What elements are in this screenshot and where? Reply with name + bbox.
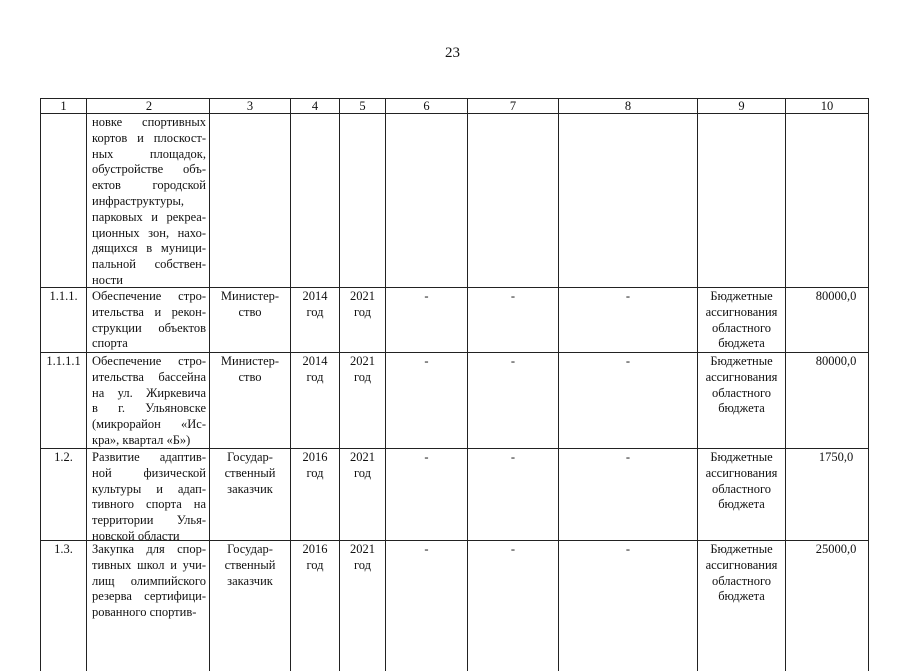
cell-text-line: ительства бассейна bbox=[92, 369, 206, 384]
cell-text-line: 2014 bbox=[302, 289, 328, 303]
cell-text-line: 10 bbox=[820, 99, 834, 113]
cell-text-line: в г. Ульяновске bbox=[92, 401, 206, 416]
cell-text-line: лищ олимпийского bbox=[92, 573, 206, 588]
cell-text-line: 3 bbox=[246, 99, 254, 113]
cell-text-line: - bbox=[625, 542, 631, 556]
cell-text-line: струкции объектов bbox=[92, 320, 206, 335]
cell-col-amount bbox=[785, 114, 869, 288]
cell-col-amount bbox=[785, 449, 869, 541]
cell-text-line: парковых и рекреа- bbox=[92, 209, 206, 224]
cell-col-activity bbox=[86, 114, 209, 288]
cell-text-line: спорта bbox=[92, 336, 128, 351]
cell-text-line: областного bbox=[711, 573, 772, 588]
cell-text-line: ство bbox=[238, 369, 262, 384]
cell-text-line: - bbox=[510, 450, 516, 464]
cell-text-line: областного bbox=[711, 320, 772, 335]
cell-text-line: год bbox=[353, 369, 372, 384]
cell-text-line: год bbox=[306, 304, 324, 319]
cell-col-8 bbox=[558, 288, 697, 353]
cell-text-line: - bbox=[424, 450, 429, 464]
cell-col-number bbox=[40, 114, 86, 288]
cell-col-start-year bbox=[290, 449, 339, 541]
cell-text-line: территории Улья- bbox=[92, 513, 206, 528]
cell-col-8 bbox=[558, 541, 697, 671]
cell-text-line: год bbox=[353, 557, 372, 572]
header-col-number bbox=[40, 99, 86, 114]
cell-text-line: пальной собствен- bbox=[92, 257, 206, 272]
cell-text-line: 1.2. bbox=[54, 450, 73, 464]
cell-text-line: - bbox=[424, 354, 429, 368]
cell-text-line: (микрорайон «Ис- bbox=[92, 417, 206, 432]
cell-text-line: ционных зон, нахо- bbox=[92, 225, 206, 240]
cell-col-start-year bbox=[290, 288, 339, 353]
cell-text-line: 2021 bbox=[350, 354, 375, 368]
cell-col-start-year bbox=[290, 114, 339, 288]
cell-col-6 bbox=[385, 114, 467, 288]
cell-text-line: ассигнования bbox=[705, 557, 778, 572]
cell-text-line: 1750,0 bbox=[818, 450, 854, 464]
cell-text-line: Обеспечение стро- bbox=[92, 289, 206, 303]
cell-col-end-year bbox=[339, 288, 385, 353]
cell-text-line: 8 bbox=[624, 99, 632, 113]
cell-text-line: 2016 bbox=[302, 450, 328, 464]
cell-text-line: на ул. Жиркевича bbox=[92, 385, 206, 400]
cell-text-line: заказчик bbox=[227, 573, 273, 588]
cell-text-line: - bbox=[625, 450, 631, 464]
cell-col-activity bbox=[86, 353, 209, 449]
cell-text-line: 1.1.1. bbox=[49, 289, 78, 303]
cell-text-line: ассигнования bbox=[705, 304, 778, 319]
table-row bbox=[40, 540, 869, 671]
header-col-start-year bbox=[290, 99, 339, 114]
cell-text-line: 25000,0 bbox=[815, 542, 857, 556]
page-number: 23 bbox=[445, 45, 460, 61]
cell-col-funding-source bbox=[697, 449, 785, 541]
cell-text-line: Государ- bbox=[227, 450, 273, 464]
cell-text-line: тивных школ и учи- bbox=[92, 557, 206, 572]
cell-text-line: бюджета bbox=[718, 589, 765, 604]
table-row bbox=[40, 448, 869, 541]
cell-text-line: год bbox=[353, 304, 372, 319]
cell-text-line: инфраструктуры, bbox=[92, 193, 185, 208]
cell-text-line: Бюджетные bbox=[710, 289, 773, 303]
cell-text-line: Развитие адаптив- bbox=[92, 450, 206, 464]
cell-text-line: ных площадок, bbox=[92, 146, 206, 161]
cell-text-line: Министер- bbox=[220, 289, 280, 303]
cell-text-line: новке спортивных bbox=[92, 115, 206, 129]
cell-text-line: Бюджетные bbox=[710, 542, 773, 556]
header-col-8 bbox=[558, 99, 697, 114]
cell-text-line: ство bbox=[238, 304, 262, 319]
cell-col-amount bbox=[785, 353, 869, 449]
cell-col-number bbox=[40, 449, 86, 541]
cell-col-executor bbox=[209, 114, 290, 288]
cell-text-line: - bbox=[625, 354, 631, 368]
cell-text-line: 80000,0 bbox=[815, 354, 857, 368]
cell-col-end-year bbox=[339, 541, 385, 671]
table-row bbox=[40, 287, 869, 353]
cell-text-line: 1.1.1.1 bbox=[46, 354, 81, 368]
cell-text-line: ительства и рекон- bbox=[92, 304, 206, 319]
cell-col-funding-source bbox=[697, 114, 785, 288]
cell-text-line: бюджета bbox=[718, 401, 765, 416]
table-header-row bbox=[40, 98, 869, 114]
cell-text-line: Бюджетные bbox=[710, 450, 773, 464]
cell-text-line: 80000,0 bbox=[815, 289, 857, 303]
cell-col-8 bbox=[558, 449, 697, 541]
cell-col-6 bbox=[385, 353, 467, 449]
cell-col-funding-source bbox=[697, 541, 785, 671]
cell-col-7 bbox=[467, 449, 558, 541]
cell-text-line: 2014 bbox=[302, 354, 328, 368]
cell-text-line: обустройстве объ- bbox=[92, 162, 206, 177]
header-col-activity bbox=[86, 99, 209, 114]
header-col-executor bbox=[209, 99, 290, 114]
cell-text-line: областного bbox=[711, 385, 772, 400]
cell-col-7 bbox=[467, 288, 558, 353]
cell-col-funding-source bbox=[697, 353, 785, 449]
cell-text-line: 7 bbox=[509, 99, 517, 113]
cell-text-line: тивного спорта на bbox=[92, 497, 206, 512]
cell-col-activity bbox=[86, 449, 209, 541]
cell-col-executor bbox=[209, 353, 290, 449]
cell-text-line: ассигнования bbox=[705, 369, 778, 384]
cell-text-line: 2 bbox=[145, 99, 153, 113]
cell-text-line: ассигнования bbox=[705, 465, 778, 480]
cell-text-line: 2021 bbox=[350, 289, 375, 303]
cell-text-line: заказчик bbox=[227, 481, 273, 496]
cell-col-6 bbox=[385, 288, 467, 353]
cell-text-line: ектов городской bbox=[92, 178, 206, 193]
cell-col-6 bbox=[385, 449, 467, 541]
cell-col-8 bbox=[558, 353, 697, 449]
cell-col-number bbox=[40, 353, 86, 449]
cell-col-activity bbox=[86, 541, 209, 671]
cell-text-line: новской области bbox=[92, 528, 180, 541]
cell-text-line: - bbox=[510, 354, 516, 368]
cell-text-line: ности bbox=[92, 272, 123, 287]
table-row bbox=[40, 113, 869, 288]
cell-text-line: год bbox=[306, 465, 324, 480]
program-activities-table bbox=[40, 98, 869, 658]
cell-text-line: Закупка для спор- bbox=[92, 542, 206, 556]
cell-text-line: 1 bbox=[60, 99, 67, 113]
table-row bbox=[40, 352, 869, 449]
cell-col-number bbox=[40, 541, 86, 671]
cell-text-line: - bbox=[510, 289, 516, 303]
cell-text-line: резерва сертифици- bbox=[92, 589, 206, 604]
header-col-end-year bbox=[339, 99, 385, 114]
cell-text-line: областного bbox=[711, 481, 772, 496]
cell-col-activity bbox=[86, 288, 209, 353]
header-col-7 bbox=[467, 99, 558, 114]
cell-text-line: - bbox=[510, 542, 516, 556]
cell-text-line: - bbox=[424, 289, 429, 303]
cell-col-executor bbox=[209, 449, 290, 541]
cell-col-7 bbox=[467, 541, 558, 671]
cell-col-start-year bbox=[290, 353, 339, 449]
cell-text-line: культуры и адап- bbox=[92, 481, 206, 496]
header-col-amount bbox=[785, 99, 869, 114]
cell-col-7 bbox=[467, 114, 558, 288]
cell-text-line: ственный bbox=[224, 557, 276, 572]
header-col-6 bbox=[385, 99, 467, 114]
cell-text-line: год bbox=[306, 369, 324, 384]
cell-text-line: 9 bbox=[738, 99, 745, 113]
cell-text-line: Обеспечение стро- bbox=[92, 354, 206, 368]
cell-text-line: Бюджетные bbox=[710, 354, 773, 368]
cell-col-amount bbox=[785, 541, 869, 671]
cell-text-line: 1.3. bbox=[54, 542, 73, 556]
cell-text-line: ственный bbox=[224, 465, 276, 480]
cell-col-8 bbox=[558, 114, 697, 288]
cell-text-line: 6 bbox=[423, 99, 430, 113]
cell-text-line: 5 bbox=[359, 99, 366, 113]
cell-col-end-year bbox=[339, 353, 385, 449]
cell-col-end-year bbox=[339, 449, 385, 541]
cell-col-end-year bbox=[339, 114, 385, 288]
cell-text-line: кортов и плоскост- bbox=[92, 130, 206, 145]
cell-text-line: - bbox=[625, 289, 631, 303]
cell-col-executor bbox=[209, 288, 290, 353]
cell-col-7 bbox=[467, 353, 558, 449]
cell-text-line: Министер- bbox=[220, 354, 280, 368]
cell-text-line: 4 bbox=[311, 99, 319, 113]
header-col-funding-source bbox=[697, 99, 785, 114]
cell-col-start-year bbox=[290, 541, 339, 671]
cell-text-line: год bbox=[306, 557, 324, 572]
cell-text-line: бюджета bbox=[718, 497, 765, 512]
cell-text-line: Государ- bbox=[227, 542, 273, 556]
cell-text-line: кра», квартал «Б») bbox=[92, 432, 191, 447]
cell-text-line: рованного спортив- bbox=[92, 605, 197, 620]
cell-col-6 bbox=[385, 541, 467, 671]
cell-text-line: ной физической bbox=[92, 465, 206, 480]
cell-col-number bbox=[40, 288, 86, 353]
cell-text-line: год bbox=[353, 465, 372, 480]
cell-col-executor bbox=[209, 541, 290, 671]
cell-text-line: 2021 bbox=[350, 542, 375, 556]
cell-col-amount bbox=[785, 288, 869, 353]
cell-text-line: бюджета bbox=[718, 336, 765, 351]
cell-text-line: - bbox=[424, 542, 429, 556]
cell-col-funding-source bbox=[697, 288, 785, 353]
cell-text-line: 2016 bbox=[302, 542, 328, 556]
cell-text-line: дящихся в муници- bbox=[92, 241, 206, 256]
cell-text-line: 2021 bbox=[350, 450, 375, 464]
